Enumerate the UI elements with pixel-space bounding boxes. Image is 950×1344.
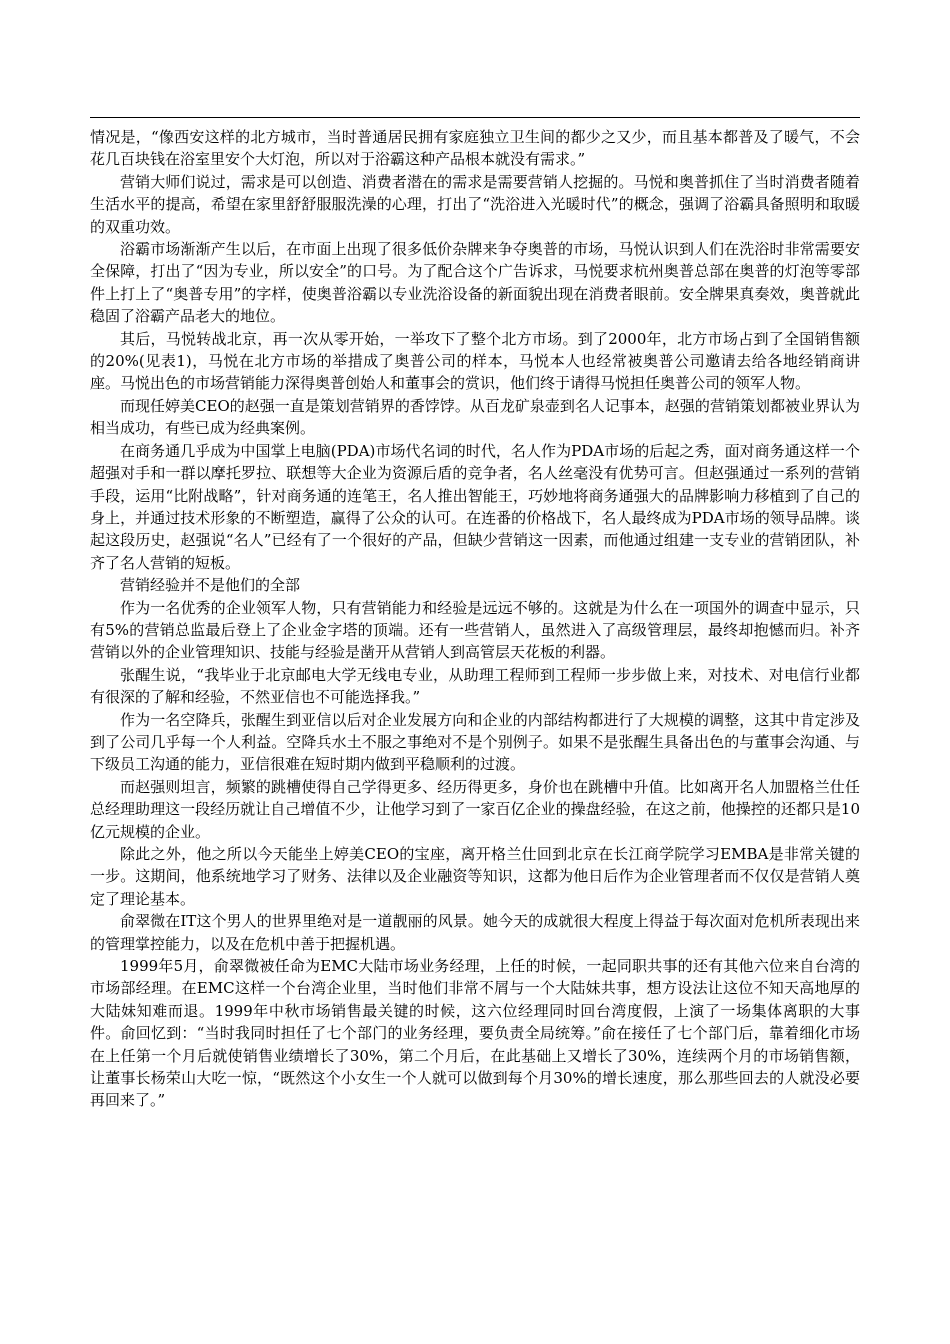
paragraph: 其后，马悦转战北京，再一次从零开始，一举攻下了整个北方市场。到了2000年，北方市场占到了全国销售额的20%(见表1)，马悦在北方市场的举措成了奥普公司的样本，马悦本人也经常被奥普公司邀请去给各地经销商讲座。马悦出色的市场营销能力深得奥普创始人和董事会的赏识，他们终于请得马悦担任奥普公司的领军人物。	[90, 329, 860, 393]
paragraph: 营销大师们说过，需求是可以创造、消费者潜在的需求是需要营销人挖掘的。马悦和奥普抓住了当时消费者随着生活水平的提高，希望在家里舒舒服服洗澡的心理，打出了“洗浴进入光暖时代”的概念，强调了浴霸具备照明和取暖的双重功效。	[90, 172, 860, 236]
paragraph: 作为一名空降兵，张醒生到亚信以后对企业发展方向和企业的内部结构都进行了大规模的调整，这其中肯定涉及到了公司几乎每一个人利益。空降兵水土不服之事绝对不是个别例子。如果不是张醒生具备出色的与董事会沟通、与下级员工沟通的能力，亚信很难在短时期内做到平稳顺利的过渡。	[90, 710, 860, 774]
section-heading: 营销经验并不是他们的全部	[120, 576, 301, 595]
paragraph: 除此之外，他之所以今天能坐上婷美CEO的宝座，离开格兰仕回到北京在长江商学院学习EMBA是非常关键的一步。这期间，他系统地学习了财务、法律以及企业融资等知识，这都为他日后作为企业管理者而不仅仅是营销人奠定了理论基本。	[90, 845, 860, 908]
paragraph: 情况是，“像西安这样的北方城市，当时普通居民拥有家庭独立卫生间的都少之又少，而且基本都普及了暖气，不会花几百块钱在浴室里安个大灯泡，所以对于浴霸这种产品根本就没有需求。”	[90, 128, 860, 169]
paragraph: 张醒生说，“我毕业于北京邮电大学无线电专业，从助理工程师到工程师一步步做上来，对技术、对电信行业都有很深的了解和经验，不然亚信也不可能选择我。”	[90, 665, 860, 707]
paragraph: 浴霸市场渐渐产生以后，在市面上出现了很多低价杂牌来争夺奥普的市场，马悦认识到人们在洗浴时非常需要安全保障，打出了“因为专业，所以安全”的口号。为了配合这个广告诉求，马悦要求杭州奥普总部在奥普的灯泡等零部件上打上了“奥普专用”的字样，使奥普浴霸以专业洗浴设备的新面貌出现在消费者眼前。安全牌果真奏效，奥普就此稳固了浴霸产品老大的地位。	[90, 240, 860, 326]
paragraph: 而现任婷美CEO的赵强一直是策划营销界的香饽饽。从百龙矿泉壶到名人记事本，赵强的营销策划都被业界认为相当成功，有些已成为经典案例。	[90, 396, 860, 438]
header-rule	[90, 117, 860, 118]
paragraph: 作为一名优秀的企业领军人物，只有营销能力和经验是远远不够的。这就是为什么在一项国外的调查中显示，只有5%的营销总监最后登上了企业金字塔的顶端。还有一些营销人，虽然进入了高级管理层，最终却抱憾而归。补齐营销以外的企业管理知识、技能与经验是凿开从营销人到高管层天花板的利器。	[90, 598, 860, 662]
paragraph: 在商务通几乎成为中国掌上电脑(PDA)市场代名词的时代，名人作为PDA市场的后起之秀，面对商务通这样一个超强对手和一群以摩托罗拉、联想等大企业为资源后盾的竞争者，名人丝毫没有优势可言。但赵强通过一系列的营销手段，运用“比附战略”，针对商务通的连笔王，名人推出智能王，巧妙地将商务通强大的品牌影响力移植到了自己的身上，并通过技术形象的不断塑造，赢得了公众的认可。在连番的价格战下，名人最终成为PDA市场的领导品牌。谈起这段历史，赵强说“名人”已经有了一个很好的产品，但缺少营销这一因素，而他通过组建一支专业的营销团队，补齐了名人营销的短板。	[90, 441, 860, 572]
paragraph: 1999年5月，俞翠微被任命为EMC大陆市场业务经理，上任的时候，一起同职共事的还有其他六位来自台湾的市场部经理。在EMC这样一个台湾企业里，当时他们非常不屑与一个大陆妹共事，想方设法让这位不知天高地厚的大陆妹知难而退。1999年中秋市场销售最关键的时候，这六位经理同时回台湾度假，上演了一场集体离职的大事件。俞回忆到：“当时我同时担任了七个部门的业务经理，要负责全局统筹。”俞在接任了七个部门后，靠着细化市场在上任第一个月后就使销售业绩增长了30%，第二个月后，在此基础上又增长了30%，连续两个月的市场销售额，让董事长杨荣山大吃一惊，“既然这个小女生一个人就可以做到每个月30%的增长速度，那么那些回去的人就没必要再回来了。”	[90, 957, 860, 1110]
document-body	[90, 126, 860, 1112]
paragraph: 俞翠微在IT这个男人的世界里绝对是一道靓丽的风景。她今天的成就很大程度上得益于每次面对危机所表现出来的管理掌控能力，以及在危机中善于把握机遇。	[90, 912, 860, 953]
paragraph: 而赵强则坦言，频繁的跳槽使得自己学得更多、经历得更多，身价也在跳槽中升值。比如离开名人加盟格兰仕任总经理助理这一段经历就让自己增值不少，让他学习到了一家百亿企业的操盘经验，在这之前，他操控的还都只是10亿元规模的企业。	[90, 777, 860, 841]
